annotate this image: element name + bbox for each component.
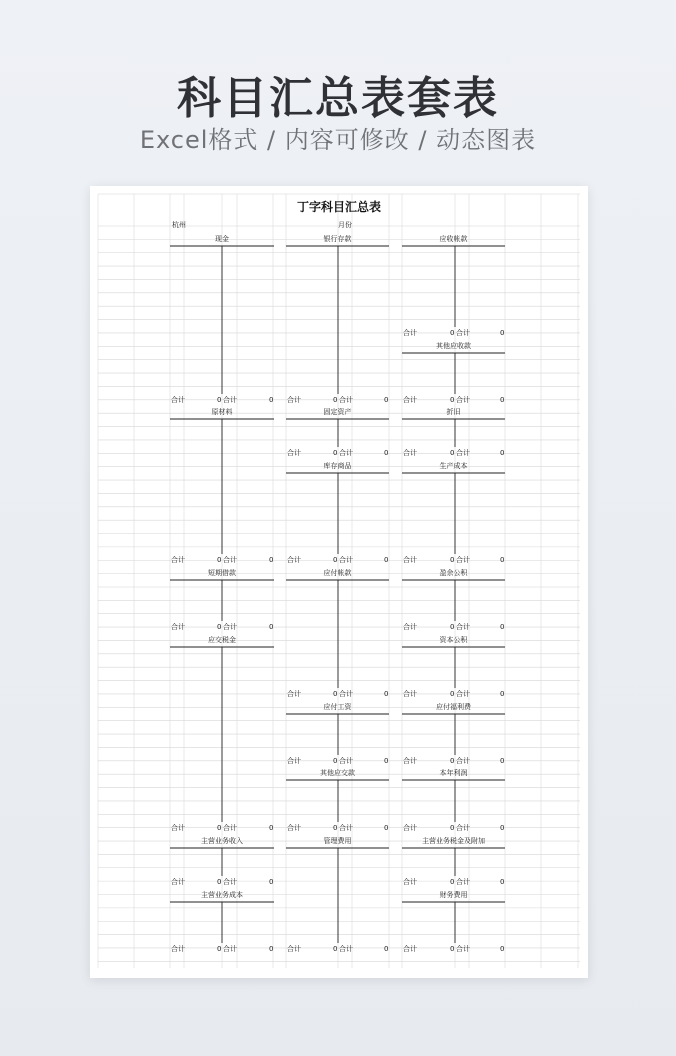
total-value-right: 0 [384, 556, 389, 564]
total-value-left: 0 [333, 396, 338, 404]
total-value-left: 0 [450, 824, 455, 832]
total-value-left: 0 [217, 824, 222, 832]
total-label-right: 合计 [456, 623, 470, 631]
account-title: 短期借款 [208, 569, 236, 577]
total-label-left: 合计 [171, 945, 185, 953]
total-value-left: 0 [333, 449, 338, 457]
total-value-left: 0 [333, 690, 338, 698]
total-value-left: 0 [217, 556, 222, 564]
total-value-right: 0 [269, 396, 274, 404]
total-value-right: 0 [269, 878, 274, 886]
total-label-right: 合计 [339, 396, 353, 404]
account-title: 应交税金 [208, 636, 236, 644]
total-value-right: 0 [384, 396, 389, 404]
total-label-left: 合计 [403, 396, 417, 404]
total-label-right: 合计 [456, 449, 470, 457]
total-label-right: 合计 [456, 396, 470, 404]
total-label-left: 合计 [287, 945, 301, 953]
total-label-right: 合计 [339, 556, 353, 564]
total-value-right: 0 [384, 945, 389, 953]
total-label-right: 合计 [339, 690, 353, 698]
subtitle: Excel格式 / 内容可修改 / 动态图表 [139, 126, 537, 154]
account-title: 资本公积 [439, 636, 468, 644]
total-label-left: 合计 [403, 329, 417, 337]
total-value-left: 0 [333, 824, 338, 832]
total-value-right: 0 [269, 623, 274, 631]
total-label-left: 合计 [403, 556, 417, 564]
total-value-left: 0 [333, 945, 338, 953]
total-value-left: 0 [450, 449, 455, 457]
total-value-right: 0 [500, 824, 505, 832]
total-value-left: 0 [450, 690, 455, 698]
total-value-left: 0 [217, 623, 222, 631]
month-label: 月份 [338, 221, 352, 229]
total-label-left: 合计 [403, 690, 417, 698]
total-value-right: 0 [500, 556, 505, 564]
total-label-right: 合计 [456, 878, 470, 886]
account-title: 原材料 [211, 408, 233, 416]
account-title: 主营业务成本 [201, 891, 243, 899]
total-label-right: 合计 [456, 757, 470, 765]
total-value-left: 0 [450, 396, 455, 404]
total-label-left: 合计 [171, 878, 185, 886]
total-label-right: 合计 [223, 824, 237, 832]
total-label-right: 合计 [339, 757, 353, 765]
total-label-left: 合计 [287, 690, 301, 698]
total-value-left: 0 [450, 329, 455, 337]
total-label-left: 合计 [403, 824, 417, 832]
total-label-left: 合计 [287, 824, 301, 832]
account-title: 其他应收款 [436, 342, 471, 350]
account-title: 应付帐款 [323, 569, 352, 577]
sheet-title: 丁字科目汇总表 [296, 200, 381, 214]
total-label-right: 合计 [223, 623, 237, 631]
account-title: 库存商品 [323, 462, 352, 470]
sheet-grid [90, 186, 588, 978]
total-label-right: 合计 [456, 824, 470, 832]
main-title: 科目汇总表套表 [177, 73, 499, 124]
total-value-right: 0 [500, 757, 505, 765]
total-label-left: 合计 [171, 623, 185, 631]
total-label-right: 合计 [223, 878, 237, 886]
account-title: 本年利润 [439, 769, 468, 777]
account-title: 其他应交款 [320, 769, 355, 777]
total-label-right: 合计 [339, 945, 353, 953]
total-value-left: 0 [333, 556, 338, 564]
total-value-left: 0 [450, 878, 455, 886]
account-title: 折旧 [446, 408, 461, 416]
account-title: 主营业务收入 [201, 837, 243, 845]
account-title: 主营业务税金及附加 [422, 837, 485, 845]
total-value-left: 0 [333, 757, 338, 765]
total-value-right: 0 [269, 824, 274, 832]
total-label-left: 合计 [403, 623, 417, 631]
total-label-right: 合计 [223, 945, 237, 953]
total-label-left: 合计 [403, 757, 417, 765]
total-label-right: 合计 [456, 690, 470, 698]
total-label-right: 合计 [223, 556, 237, 564]
account-title: 应收帐款 [439, 235, 468, 243]
total-label-left: 合计 [171, 824, 185, 832]
total-value-right: 0 [384, 690, 389, 698]
total-label-left: 合计 [287, 449, 301, 457]
total-value-left: 0 [450, 623, 455, 631]
total-label-right: 合计 [456, 556, 470, 564]
total-label-left: 合计 [403, 449, 417, 457]
total-value-right: 0 [269, 945, 274, 953]
account-title: 固定资产 [323, 408, 352, 416]
total-value-left: 0 [217, 396, 222, 404]
total-value-right: 0 [500, 878, 505, 886]
total-value-right: 0 [500, 690, 505, 698]
total-value-left: 0 [450, 556, 455, 564]
total-label-left: 合计 [287, 556, 301, 564]
total-label-right: 合计 [223, 396, 237, 404]
account-title: 财务费用 [439, 891, 468, 899]
total-label-left: 合计 [287, 396, 301, 404]
total-value-right: 0 [500, 945, 505, 953]
account-title: 银行存款 [323, 235, 352, 243]
total-value-right: 0 [384, 449, 389, 457]
total-label-left: 合计 [287, 757, 301, 765]
total-value-left: 0 [450, 945, 455, 953]
total-value-left: 0 [217, 945, 222, 953]
account-title: 盈余公积 [439, 569, 468, 577]
total-label-right: 合计 [456, 945, 470, 953]
total-label-left: 合计 [171, 396, 185, 404]
location-label: 杭州 [172, 221, 186, 229]
spreadsheet-sheet [90, 186, 588, 978]
total-value-right: 0 [500, 396, 505, 404]
total-value-right: 0 [384, 824, 389, 832]
account-title: 应付福利费 [436, 703, 471, 711]
total-value-right: 0 [384, 757, 389, 765]
total-label-left: 合计 [403, 878, 417, 886]
total-label-left: 合计 [171, 556, 185, 564]
total-value-right: 0 [500, 449, 505, 457]
account-title: 现金 [215, 235, 229, 243]
total-value-right: 0 [500, 623, 505, 631]
total-label-right: 合计 [456, 329, 470, 337]
account-title: 管理费用 [323, 837, 352, 845]
total-value-right: 0 [269, 556, 274, 564]
total-value-right: 0 [500, 329, 505, 337]
total-label-right: 合计 [339, 449, 353, 457]
total-value-left: 0 [217, 878, 222, 886]
total-label-left: 合计 [403, 945, 417, 953]
account-title: 应付工资 [323, 703, 352, 711]
total-value-left: 0 [450, 757, 455, 765]
total-label-right: 合计 [339, 824, 353, 832]
account-title: 生产成本 [439, 462, 468, 470]
